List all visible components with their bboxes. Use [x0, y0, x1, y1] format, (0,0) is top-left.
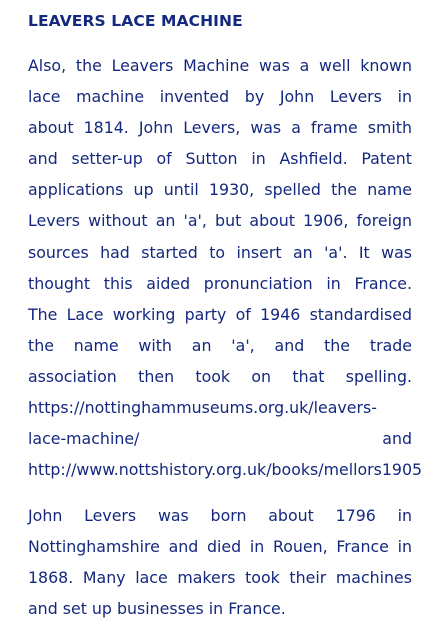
- paragraph-line: and set up businesses in France.: [28, 599, 286, 619]
- paragraph-line: sources had started to insert an 'a'. It was: [28, 242, 412, 262]
- conjunction-text: and: [382, 429, 412, 449]
- nottshistory-link[interactable]: http://www.nottshistory.org.uk/books/mellors1905: [28, 460, 423, 480]
- paragraph-line: Nottinghamshire and died in Rouen, France in: [28, 537, 412, 557]
- paragraph-line: Levers without an 'a', but about 1906, foreign: [28, 211, 412, 231]
- paragraph-line: Also, the Leavers Machine was a well known: [28, 56, 412, 75]
- paragraph-line: John Levers was born about 1796 in: [28, 506, 412, 525]
- paragraph-line: [28, 423, 412, 454]
- paragraph-line: 1868. Many lace makers took their machines: [28, 568, 412, 588]
- paragraph-line: lace machine invented by John Levers in: [28, 87, 412, 107]
- paragraph-line: and setter-up of Sutton in Ashfield. Patent: [28, 149, 412, 169]
- museum-link-start[interactable]: https://nottinghammuseums.org.uk/leavers-: [28, 398, 377, 418]
- paragraph-line: association then took on that spelling.: [28, 366, 412, 386]
- paragraph-line: about 1814. John Levers, was a frame smith: [28, 118, 412, 138]
- page-title: LEAVERS LACE MACHINE: [28, 12, 243, 30]
- paragraph-line: applications up until 1930, spelled the name: [28, 180, 412, 200]
- paragraph-line: The Lace working party of 1946 standardised: [28, 304, 412, 324]
- paragraph-john-levers: [28, 500, 412, 624]
- paragraph-leavers-machine: [28, 50, 423, 485]
- paragraph-line: the name with an 'a', and the trade: [28, 335, 412, 355]
- museum-link-end[interactable]: lace-machine/: [28, 429, 140, 449]
- paragraph-line: thought this aided pronunciation in France.: [28, 273, 412, 293]
